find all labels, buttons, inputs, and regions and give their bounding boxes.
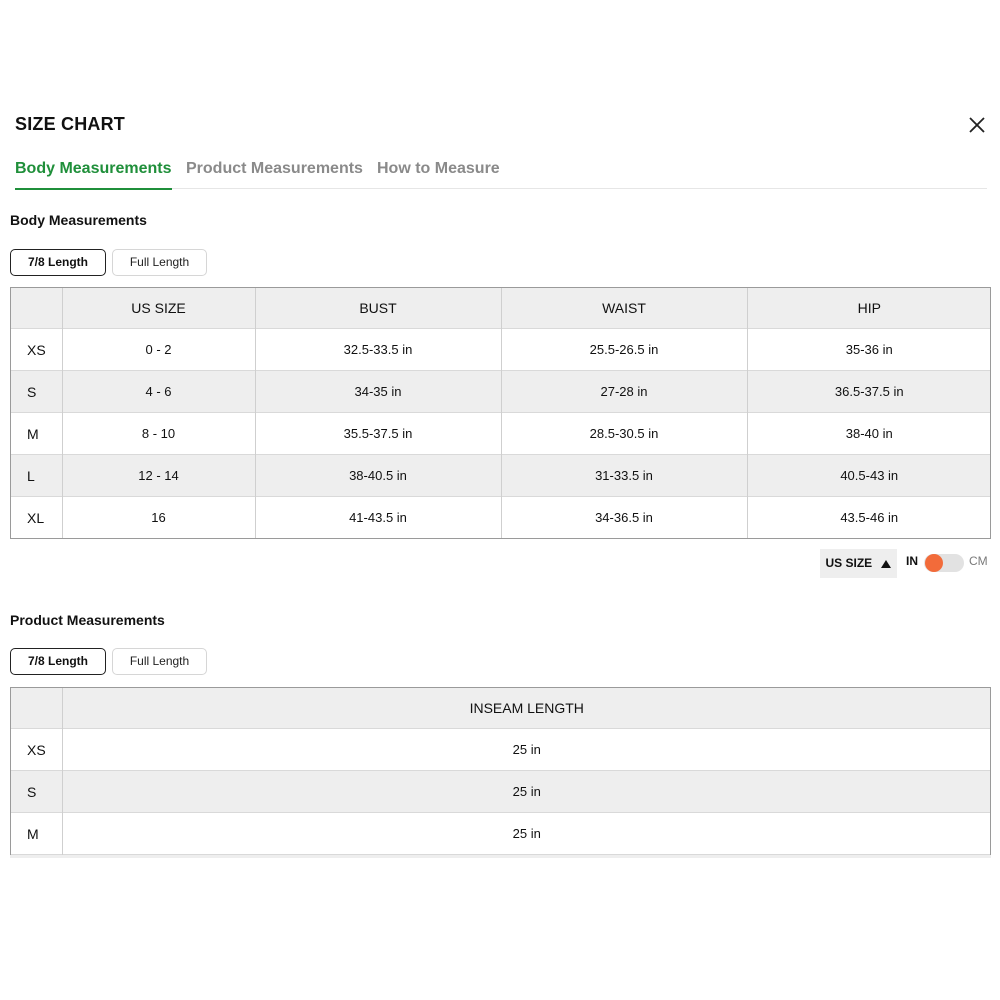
size-label: XS (27, 741, 46, 758)
table-row (10, 813, 991, 855)
table-row (10, 371, 991, 413)
table-header-row (10, 287, 991, 329)
bust-cell: 38-40.5 in (255, 455, 501, 497)
table-row (10, 455, 991, 497)
tab-product-measurements[interactable]: Product Measurements (186, 160, 363, 177)
body-length-full-button[interactable]: Full Length (112, 249, 207, 276)
us-size-cell: 8 - 10 (62, 413, 255, 455)
tab-bar (15, 158, 987, 189)
table-header-cell (10, 287, 62, 329)
tab-body-measurements[interactable]: Body Measurements (15, 160, 172, 190)
waist-cell: 31-33.5 in (501, 455, 747, 497)
size-label: S (10, 371, 62, 413)
size-label: XL (27, 509, 45, 526)
table-header-row (10, 687, 991, 729)
page-bottom-blank (0, 858, 1000, 1000)
body-length-7-8-button[interactable]: 7/8 Length (10, 249, 106, 276)
size-label: M (27, 425, 39, 442)
waist-cell: 34-36.5 in (501, 497, 747, 539)
unit-cm-label: CM (969, 554, 988, 568)
us-size-cell: 0 - 2 (62, 329, 255, 371)
table-header-cell: INSEAM LENGTH (62, 687, 991, 729)
us-size-cell: 12 - 14 (62, 455, 255, 497)
product-section-title: Product Measurements (10, 612, 165, 628)
bust-cell: 35.5-37.5 in (255, 413, 501, 455)
size-label: XS (27, 341, 46, 358)
waist-cell: 25.5-26.5 in (501, 329, 747, 371)
bust-cell: 34-35 in (255, 371, 501, 413)
table-header-cell: HIP (747, 287, 991, 329)
waist-cell: 27-28 in (501, 371, 747, 413)
unit-toggle-knob (925, 554, 943, 572)
table-row (10, 497, 991, 539)
sort-label: US SIZE (825, 556, 873, 570)
inseam-cell: 25 in (62, 729, 991, 771)
product-length-full-button[interactable]: Full Length (112, 648, 207, 675)
inseam-cell: 25 in (62, 771, 991, 813)
table-header-cell: WAIST (501, 287, 747, 329)
hip-cell: 35-36 in (747, 329, 991, 371)
tab-how-to-measure[interactable]: How to Measure (377, 160, 500, 177)
close-icon (962, 110, 992, 140)
table-row (10, 771, 991, 813)
hip-cell: 36.5-37.5 in (747, 371, 991, 413)
close-button[interactable] (962, 110, 992, 140)
size-label: M (27, 825, 39, 842)
us-size-cell: 16 (62, 497, 255, 539)
hip-cell: 40.5-43 in (747, 455, 991, 497)
unit-toggle-switch[interactable] (924, 554, 964, 572)
unit-in-label: IN (906, 554, 918, 568)
inseam-cell: 25 in (62, 813, 991, 855)
bust-cell: 32.5-33.5 in (255, 329, 501, 371)
product-length-7-8-button[interactable]: 7/8 Length (10, 648, 106, 675)
body-section-title: Body Measurements (10, 212, 147, 228)
size-label: S (10, 771, 62, 813)
us-size-cell: 4 - 6 (62, 371, 255, 413)
product-measurements-table (10, 687, 991, 855)
table-header-cell: US SIZE (62, 287, 255, 329)
table-row (10, 729, 991, 771)
bust-cell: 41-43.5 in (255, 497, 501, 539)
triangle-up-icon (880, 559, 892, 569)
modal-title: SIZE CHART (15, 114, 125, 134)
hip-cell: 38-40 in (747, 413, 991, 455)
size-label: L (10, 455, 62, 497)
table-row (10, 329, 991, 371)
table-header-cell: BUST (255, 287, 501, 329)
waist-cell: 28.5-30.5 in (501, 413, 747, 455)
hip-cell: 43.5-46 in (747, 497, 991, 539)
us-size-sort-button[interactable] (820, 549, 897, 578)
body-measurements-table (10, 287, 991, 539)
table-row (10, 413, 991, 455)
table-header-cell (10, 687, 62, 729)
